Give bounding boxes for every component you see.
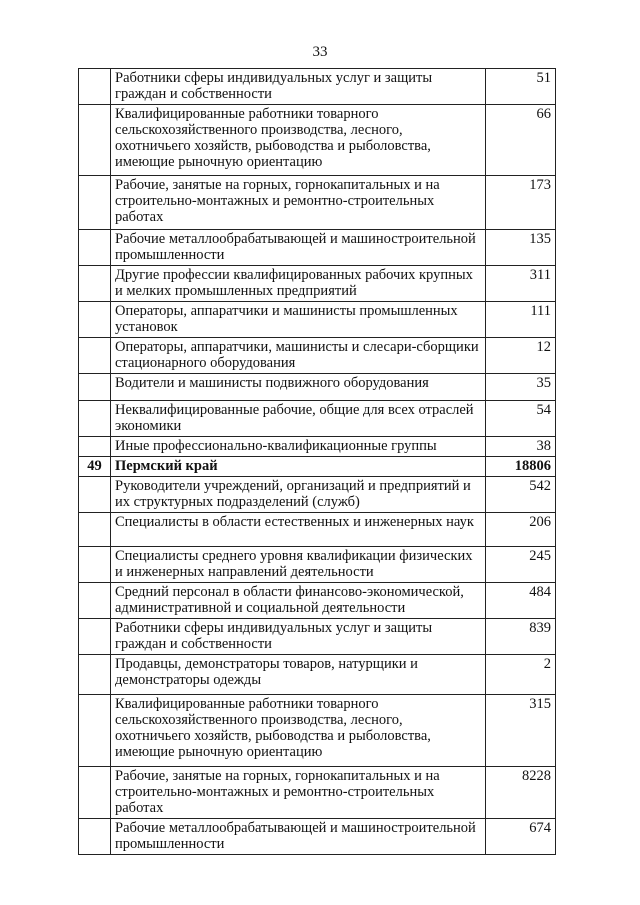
count-value-cell: 2 (486, 655, 556, 695)
table-row (79, 547, 556, 583)
profession-name-cell: Операторы, аппаратчики, машинисты и слесари-сборщики стационарного оборудования (111, 338, 486, 374)
profession-name-cell: Водители и машинисты подвижного оборудования (111, 374, 486, 401)
row-number-cell (79, 655, 111, 695)
count-value-cell: 35 (486, 374, 556, 401)
row-number-cell (79, 477, 111, 513)
profession-name-cell: Операторы, аппаратчики и машинисты промышленных установок (111, 302, 486, 338)
profession-name-cell: Квалифицированные работники товарного сельскохозяйственного производства, лесного, охотничьего хозяйств, рыбоводства и рыболовства, имеющие рыночную ориентацию (111, 105, 486, 176)
profession-name-cell: Квалифицированные работники товарного сельскохозяйственного производства, лесного, охотничьего хозяйств, рыбоводства и рыболовства, имеющие рыночную ориентацию (111, 695, 486, 767)
profession-name-cell: Рабочие металлообрабатывающей и машиностроительной промышленности (111, 819, 486, 855)
profession-name-cell: Рабочие металлообрабатывающей и машиностроительной промышленности (111, 230, 486, 266)
row-number-cell: 49 (79, 457, 111, 477)
count-value-cell: 54 (486, 401, 556, 437)
count-value-cell: 8228 (486, 767, 556, 819)
row-number-cell (79, 583, 111, 619)
count-value-cell: 311 (486, 266, 556, 302)
table-row (79, 457, 556, 477)
profession-name-cell: Специалисты в области естественных и инженерных наук (111, 513, 486, 547)
row-number-cell (79, 69, 111, 105)
count-value-cell: 135 (486, 230, 556, 266)
count-value-cell: 484 (486, 583, 556, 619)
table-body (79, 69, 556, 855)
profession-name-cell: Работники сферы индивидуальных услуг и защиты граждан и собственности (111, 619, 486, 655)
row-number-cell (79, 338, 111, 374)
count-value-cell: 12 (486, 338, 556, 374)
table-row (79, 619, 556, 655)
count-value-cell: 839 (486, 619, 556, 655)
table-row (79, 302, 556, 338)
table-row (79, 819, 556, 855)
profession-name-cell: Специалисты среднего уровня квалификации физических и инженерных направлений деятельности (111, 547, 486, 583)
row-number-cell (79, 547, 111, 583)
table-row (79, 69, 556, 105)
table-row (79, 374, 556, 401)
profession-name-cell: Пермский край (111, 457, 486, 477)
profession-name-cell: Работники сферы индивидуальных услуг и защиты граждан и собственности (111, 69, 486, 105)
count-value-cell: 51 (486, 69, 556, 105)
table-row (79, 266, 556, 302)
row-number-cell (79, 266, 111, 302)
count-value-cell: 206 (486, 513, 556, 547)
table-row (79, 338, 556, 374)
table-row (79, 105, 556, 176)
row-number-cell (79, 695, 111, 767)
row-number-cell (79, 176, 111, 230)
profession-name-cell: Рабочие, занятые на горных, горнокапитальных и на строительно-монтажных и ремонтно-строительных работах (111, 767, 486, 819)
row-number-cell (79, 302, 111, 338)
count-value-cell: 245 (486, 547, 556, 583)
count-value-cell: 542 (486, 477, 556, 513)
profession-name-cell: Неквалифицированные рабочие, общие для всех отраслей экономики (111, 401, 486, 437)
page-number: 33 (312, 44, 328, 60)
table-row (79, 477, 556, 513)
count-value-cell: 38 (486, 437, 556, 457)
profession-table (78, 68, 556, 855)
table-row (79, 401, 556, 437)
count-value-cell: 674 (486, 819, 556, 855)
table-row (79, 767, 556, 819)
profession-name-cell: Руководители учреждений, организаций и предприятий и их структурных подразделений (служб) (111, 477, 486, 513)
table-row (79, 583, 556, 619)
profession-name-cell: Продавцы, демонстраторы товаров, натурщики и демонстраторы одежды (111, 655, 486, 695)
row-number-cell (79, 767, 111, 819)
row-number-cell (79, 230, 111, 266)
profession-name-cell: Средний персонал в области финансово-экономической, административной и социальной деятельности (111, 583, 486, 619)
profession-name-cell: Рабочие, занятые на горных, горнокапитальных и на строительно-монтажных и ремонтно-строительных работах (111, 176, 486, 230)
count-value-cell: 315 (486, 695, 556, 767)
table-row (79, 695, 556, 767)
count-value-cell: 111 (486, 302, 556, 338)
row-number-cell (79, 437, 111, 457)
row-number-cell (79, 513, 111, 547)
count-value-cell: 18806 (486, 457, 556, 477)
row-number-cell (79, 619, 111, 655)
row-number-cell (79, 819, 111, 855)
count-value-cell: 173 (486, 176, 556, 230)
table-row (79, 655, 556, 695)
count-value-cell: 66 (486, 105, 556, 176)
table-row (79, 437, 556, 457)
profession-name-cell: Иные профессионально-квалификационные группы (111, 437, 486, 457)
profession-name-cell: Другие профессии квалифицированных рабочих крупных и мелких промышленных предприятий (111, 266, 486, 302)
table-row (79, 176, 556, 230)
table-row (79, 513, 556, 547)
row-number-cell (79, 105, 111, 176)
row-number-cell (79, 401, 111, 437)
row-number-cell (79, 374, 111, 401)
table-row (79, 230, 556, 266)
